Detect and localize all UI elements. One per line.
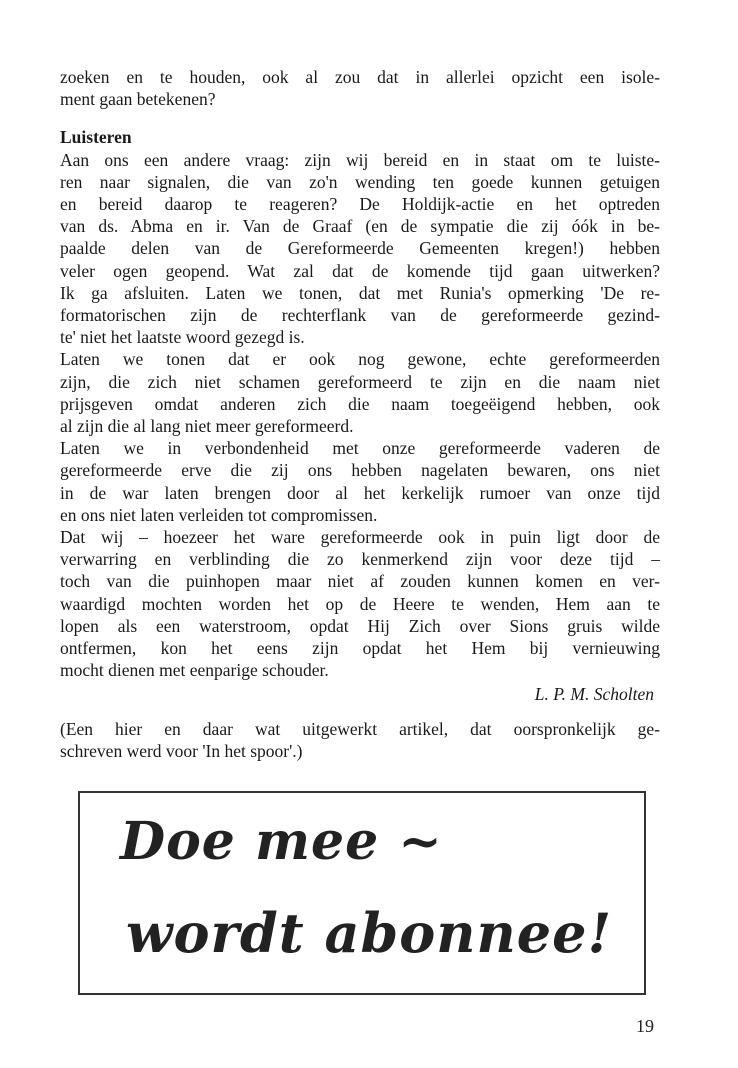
text-line: zoeken en te houden, ook al zou dat in allerlei opzicht een isole- <box>60 67 660 87</box>
text-line: verwarring en verblinding die zo kenmerkend zijn voor deze tijd – <box>60 549 660 570</box>
text-line: en bereid daarop te reageren? De Holdijk-actie en het optreden <box>60 194 660 215</box>
text-line: Aan ons een andere vraag: zijn wij bereid en in staat om te luiste- <box>60 149 660 170</box>
advert-line-1: Doe mee ~ <box>120 811 443 872</box>
text-line: schreven werd voor 'In het spoor'.) <box>60 740 303 761</box>
text-line: (Een hier en daar wat uitgewerkt artikel, dat oorspronkelijk ge- <box>60 718 660 739</box>
body-paragraph-3 <box>60 437 660 526</box>
text-line: ren naar signalen, die van zo'n wending ten goede kunnen getuigen <box>60 171 660 192</box>
text-line: waardigd mochten worden het op de Heere te wenden, Hem aan te <box>60 593 660 614</box>
text-line: prijsgeven omdat anderen zich die naam toegeëigend hebben, ook <box>60 393 660 414</box>
article-page <box>60 66 660 762</box>
text-line: ontfermen, kon het eens zijn opdat het Hem bij vernieuwing <box>60 638 660 659</box>
text-line: Ik ga afsluiten. Laten we tonen, dat met Runia's opmerking 'De re- <box>60 282 660 303</box>
subscription-advert <box>78 791 646 995</box>
text-line: zijn, die zich niet schamen gereformeerd te zijn en die naam niet <box>60 371 660 392</box>
author-signature: L. P. M. Scholten <box>534 684 654 705</box>
text-line: in de war laten brengen door al het kerkelijk rumoer van onze tijd <box>60 482 660 503</box>
advert-line-2: wordt abonnee! <box>126 901 613 965</box>
text-line: Dat wij – hoezeer het ware gereformeerde ook in puin ligt door de <box>60 527 660 548</box>
text-line: en ons niet laten verleiden tot compromissen. <box>60 504 378 525</box>
section-heading: Luisteren <box>60 127 132 148</box>
text-line: toch van die puinhopen maar niet af zouden kunnen komen en ver- <box>60 571 660 592</box>
text-line: gereformeerde erve die zij ons hebben nagelaten bewaren, ons niet <box>60 460 660 481</box>
body-paragraph-1 <box>60 149 660 349</box>
text-line: van ds. Abma en ir. Van de Graaf (en de sympatie die zij óók in be- <box>60 216 660 237</box>
body-paragraph-4 <box>60 526 660 681</box>
text-line: Laten we tonen dat er ook nog gewone, echte gereformeerden <box>60 349 660 370</box>
editorial-note <box>60 718 660 762</box>
text-line: te' niet het laatste woord gezegd is. <box>60 327 305 348</box>
intro-paragraph <box>60 66 660 110</box>
text-line: ment gaan betekenen? <box>60 89 216 110</box>
text-line: al zijn die al lang niet meer gereformeerd. <box>60 416 354 437</box>
text-line: paalde delen van de Gereformeerde Gemeenten kregen!) hebben <box>60 238 660 259</box>
text-line: mocht dienen met eenparige schouder. <box>60 660 329 681</box>
body-paragraph-2 <box>60 348 660 437</box>
text-line: Laten we in verbondenheid met onze gereformeerde vaderen de <box>60 438 660 459</box>
text-line: lopen als een waterstroom, opdat Hij Zich over Sions gruis wilde <box>60 615 660 636</box>
text-line: veler ogen geopend. Wat zal dat de komende tijd gaan uitwerken? <box>60 260 660 281</box>
text-line: formatorischen zijn de rechterflank van de gereformeerde gezind- <box>60 305 660 326</box>
page-number: 19 <box>636 1016 654 1036</box>
